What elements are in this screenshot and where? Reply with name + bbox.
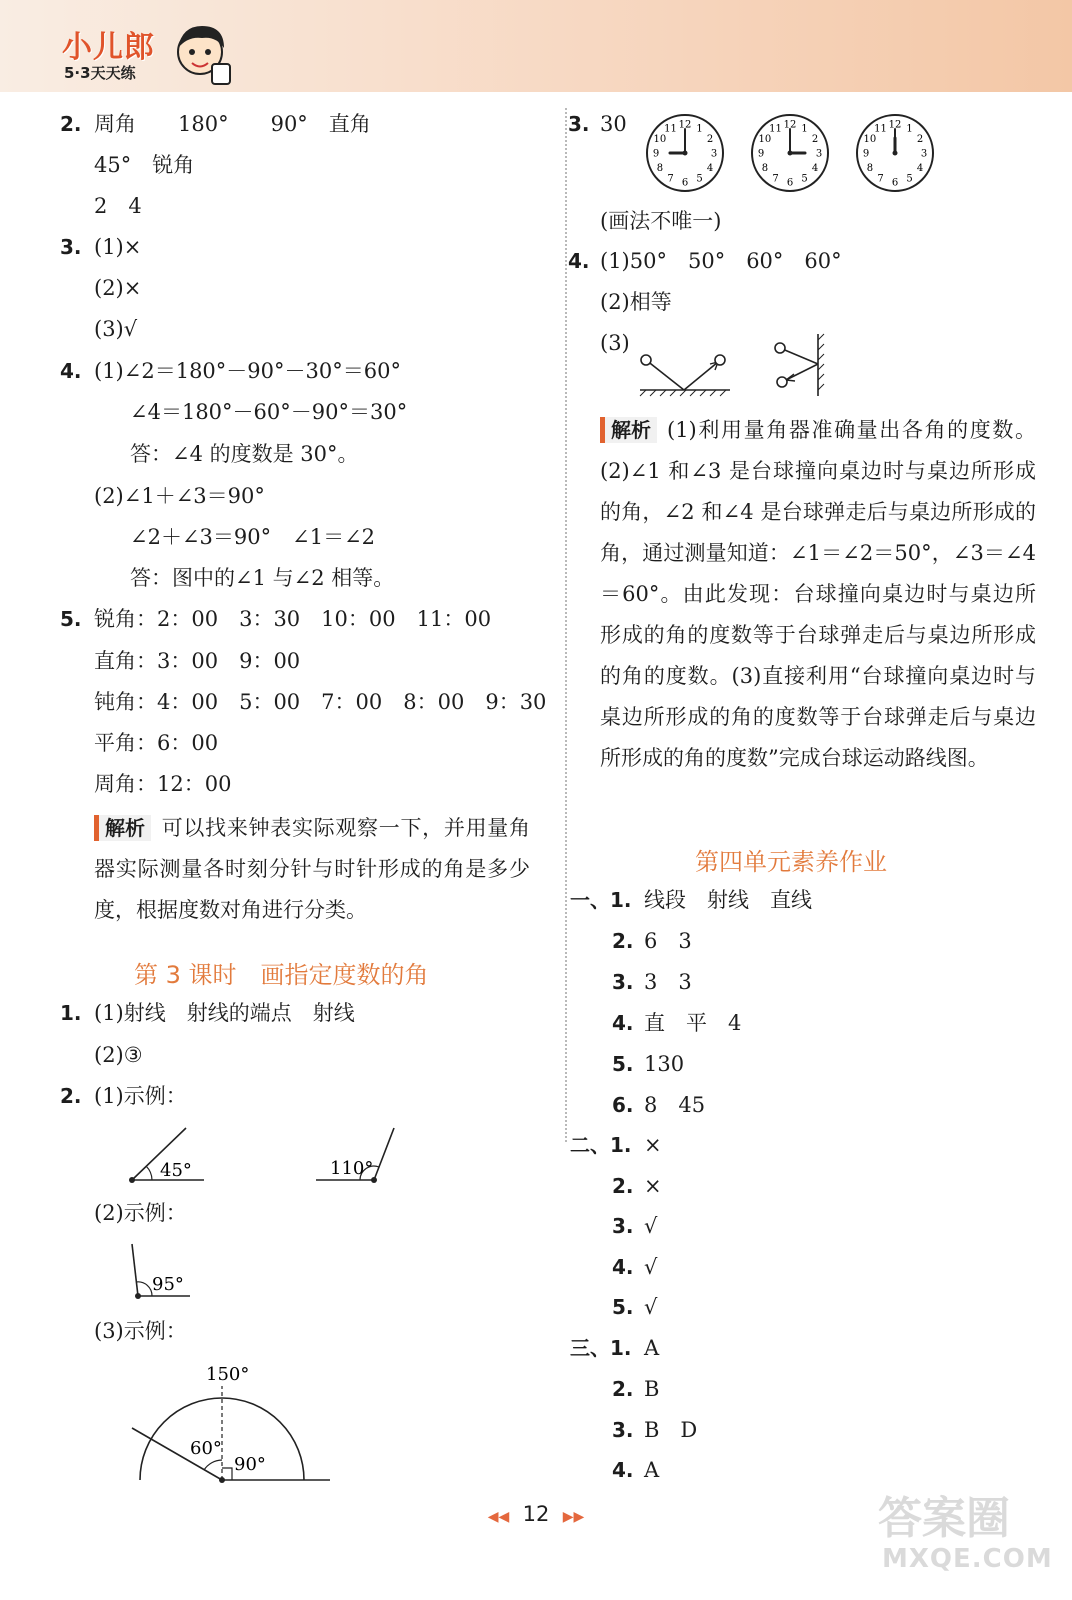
s3-q2: [612, 1374, 659, 1404]
s2-q2-number: 2.: [612, 1174, 634, 1198]
analysis-tag: 解析: [94, 815, 151, 841]
s1-q6-number: 6.: [612, 1093, 634, 1117]
s1-q3: [612, 967, 692, 997]
angle-95-label: 95°: [152, 1274, 184, 1295]
column-divider: [565, 108, 567, 1142]
analysis-tag: 解析: [600, 417, 657, 443]
clock-number: 2: [706, 134, 714, 145]
s3-q2-number: 2.: [612, 1377, 634, 1401]
s2-q3: [612, 1211, 657, 1241]
s1-q2: [612, 926, 692, 956]
q4-answer4: (2)∠1＋∠3＝90°: [94, 484, 265, 508]
angle-110-label: 110°: [330, 1158, 374, 1179]
q4-answer6: 答：图中的∠1 与∠2 相等。: [130, 566, 395, 590]
q5-answer2: 直角：3：00 9：00: [94, 649, 301, 673]
clock-number: 12: [678, 119, 692, 131]
clock-number: 4: [811, 163, 819, 174]
s1-q3-number: 3.: [612, 970, 634, 994]
s1-q2-answer: 6 3: [644, 929, 692, 953]
q4-number: 4.: [60, 359, 82, 383]
q2-answer2: 45° 锐角: [94, 153, 195, 177]
clock-center: [683, 151, 688, 156]
s2-q3-number: 3.: [612, 1214, 634, 1238]
clock-number: 2: [811, 134, 819, 145]
clock-number: 11: [769, 123, 782, 135]
clock-number: 5: [801, 173, 808, 185]
clock-number: 12: [783, 119, 797, 131]
r-q4-answer2: (2)相等: [600, 290, 672, 314]
brand-series: 5·3天天练: [64, 64, 136, 82]
q2-line1: [60, 109, 371, 139]
q5-answer1: 锐角：2：00 3：30 10：00 11：00: [94, 607, 492, 631]
q3-answer2: (2)×: [94, 276, 142, 300]
unit-title: 第四单元素养作业: [695, 848, 887, 876]
s3-q2-answer: B: [644, 1377, 660, 1401]
billiard-path-figures: [630, 330, 840, 402]
angle-90-label: 90°: [234, 1454, 266, 1475]
s2-q5-answer: √: [644, 1295, 658, 1319]
q3-number: 3.: [60, 235, 82, 259]
s1-q3-answer: 3 3: [644, 970, 692, 994]
clock-number: 9: [652, 148, 660, 160]
s2-q1-answer: ×: [644, 1133, 662, 1157]
s3-q3-answer: B D: [644, 1418, 698, 1442]
protractor-angle-figure: [120, 1356, 340, 1486]
r-q4-answer3: (3): [600, 331, 630, 355]
clock-number: 9: [862, 148, 870, 160]
s2-q5: [612, 1292, 657, 1322]
prev-arrow-icon: ◀◀: [487, 1509, 510, 1525]
clock-3: [857, 115, 933, 191]
clock-number: 6: [786, 177, 794, 189]
lesson-q2-label1: (1)示例：: [94, 1084, 187, 1108]
clock-number: 7: [772, 173, 779, 185]
lesson-q2-label3: (3)示例：: [94, 1319, 187, 1343]
s3-q1-answer: A: [644, 1336, 660, 1360]
clock-number: 7: [877, 173, 884, 185]
right-analysis: [600, 410, 1036, 779]
clock-number: 6: [681, 177, 689, 189]
q4-answer2: ∠4＝180°－60°－90°＝30°: [130, 400, 408, 424]
clock-number: 10: [653, 134, 667, 145]
right-analysis-text: (1)利用量角器准确量出各角的度数。(2)∠1 和∠3 是台球撞向桌边时与桌边所形成的角，∠2 和∠4 是台球弹走后与桌边所形成的角，通过测量知道：∠1＝∠2＝50°，∠3＝∠4＝60°。由此发现：台球撞向桌边时与桌边所形成的角的度数等于台球弹走后与桌边所形成的角的度数。(3)直接利用“台球撞向桌边时与桌边所形成的角的度数等于台球弹走后与桌边所形成的角的度数”完成台球运动路线图。: [600, 418, 1036, 770]
r-q4-line1: [568, 246, 842, 276]
r-q3-number: 3.: [568, 112, 590, 136]
clock-2: [752, 115, 828, 191]
q2-answer3: 2 4: [94, 194, 142, 218]
clock-center: [893, 151, 898, 156]
watermark: [870, 1482, 1060, 1592]
s3-q3: [612, 1415, 697, 1445]
s1-q6-answer: 8 45: [644, 1093, 706, 1117]
clock-number: 7: [667, 173, 674, 185]
angle-45-110-figure: [120, 1122, 420, 1192]
q2-answer1: 周角 180° 90° 直角: [94, 112, 371, 136]
s2-q3-answer: √: [644, 1214, 658, 1238]
s2-q2: [612, 1171, 662, 1201]
q4-answer1: (1)∠2＝180°－90°－30°＝60°: [94, 359, 401, 383]
s2-q2-answer: ×: [644, 1174, 662, 1198]
angle-150-label: 150°: [206, 1364, 250, 1385]
watermark-text: 答案圈: [878, 1493, 1010, 1544]
lesson-q1-answer1: (1)射线 射线的端点 射线: [94, 1001, 355, 1025]
s1-q1: [570, 885, 812, 915]
r-q4-answer1: (1)50° 50° 60° 60°: [600, 249, 842, 273]
lesson-q2-label2: (2)示例：: [94, 1201, 187, 1225]
q2-number: 2.: [60, 112, 82, 136]
clock-number: 2: [916, 134, 924, 145]
s1-q4: [612, 1008, 741, 1038]
clock-number: 4: [916, 163, 924, 174]
q5-answer4: 平角：6：00: [94, 731, 219, 755]
s3-q1-number: 三、1.: [570, 1336, 632, 1360]
s3-q4-number: 4.: [612, 1458, 634, 1482]
s2-q1-number: 二、1.: [570, 1133, 632, 1157]
s1-q5-number: 5.: [612, 1052, 634, 1076]
q5-line1: [60, 604, 491, 634]
clock-center: [788, 151, 793, 156]
clock-number: 8: [866, 163, 874, 174]
r-q4-number: 4.: [568, 249, 590, 273]
s2-q4-answer: √: [644, 1255, 658, 1279]
clock-number: 8: [656, 163, 664, 174]
clock-1: [647, 115, 723, 191]
s1-q6: [612, 1090, 705, 1120]
clock-number: 8: [761, 163, 769, 174]
s2-q1: [570, 1130, 662, 1160]
clock-number: 4: [706, 163, 714, 174]
s2-q4-number: 4.: [612, 1255, 634, 1279]
clock-number: 10: [863, 134, 877, 145]
q3-answer1: (1)×: [94, 235, 142, 259]
lesson-q1-line1: [60, 998, 355, 1028]
s3-q1: [570, 1333, 659, 1363]
watermark-url: MXQE.COM: [882, 1544, 1053, 1574]
s1-q1-number: 一、1.: [570, 888, 632, 912]
left-analysis: [94, 808, 530, 931]
lesson-q1-number: 1.: [60, 1001, 82, 1025]
kid-mascot-icon: [168, 18, 238, 88]
s1-q4-number: 4.: [612, 1011, 634, 1035]
s1-q5: [612, 1049, 684, 1079]
r-q3-answer: 30: [600, 112, 627, 136]
next-arrow-icon: ▶▶: [562, 1509, 585, 1525]
lesson-q1-answer2: (2)③: [94, 1043, 143, 1067]
q5-number: 5.: [60, 607, 82, 631]
clock-number: 3: [815, 148, 823, 160]
clock-figures: [640, 108, 950, 198]
s3-q3-number: 3.: [612, 1418, 634, 1442]
q5-answer5: 周角：12：00: [94, 772, 232, 796]
s3-q4-answer: A: [644, 1458, 660, 1482]
angle-45-label: 45°: [160, 1160, 192, 1181]
q3-line1: [60, 232, 141, 262]
q4-answer3: 答：∠4 的度数是 30°。: [130, 442, 359, 466]
s1-q5-answer: 130: [644, 1052, 685, 1076]
lesson-q2-line1: [60, 1081, 187, 1111]
clock-number: 5: [696, 173, 703, 185]
s1-q1-answer: 线段 射线 直线: [644, 888, 812, 912]
s2-q4: [612, 1252, 657, 1282]
clock-number: 1: [801, 123, 808, 135]
clock-number: 11: [874, 123, 887, 135]
clock-number: 3: [920, 148, 928, 160]
q4-answer5: ∠2＋∠3＝90° ∠1＝∠2: [130, 525, 376, 549]
s3-q4: [612, 1455, 659, 1485]
q5-answer3: 钝角：4：00 5：00 7：00 8：00 9：30: [94, 690, 547, 714]
left-analysis-text: 可以找来钟表实际观察一下，并用量角器实际测量各时刻分针与时针形成的角是多少度，根据度数对角进行分类。: [94, 816, 530, 922]
clock-number: 12: [888, 119, 902, 131]
r-q3-line: [568, 109, 627, 139]
clock-number: 1: [696, 123, 703, 135]
clock-number: 9: [757, 148, 765, 160]
page-number-text: 12: [522, 1502, 550, 1526]
lesson-title: 第 3 课时 画指定度数的角: [134, 961, 429, 989]
clock-number: 10: [758, 134, 772, 145]
angle-95-figure: [120, 1238, 220, 1304]
clock-number: 5: [906, 173, 913, 185]
lesson-q2-number: 2.: [60, 1084, 82, 1108]
brand-logo: [58, 18, 228, 88]
angle-60-label: 60°: [190, 1438, 222, 1459]
brand-name: 小儿郎: [62, 30, 155, 65]
clock-number: 1: [906, 123, 913, 135]
s1-q4-answer: 直 平 4: [644, 1011, 742, 1035]
clock-number: 3: [710, 148, 718, 160]
clock-number: 6: [891, 177, 899, 189]
q3-answer3: (3)√: [94, 317, 138, 341]
clock-number: 11: [664, 123, 677, 135]
s1-q2-number: 2.: [612, 929, 634, 953]
s2-q5-number: 5.: [612, 1295, 634, 1319]
q4-line1: [60, 356, 401, 386]
r-q3-note: (画法不唯一): [600, 209, 722, 233]
